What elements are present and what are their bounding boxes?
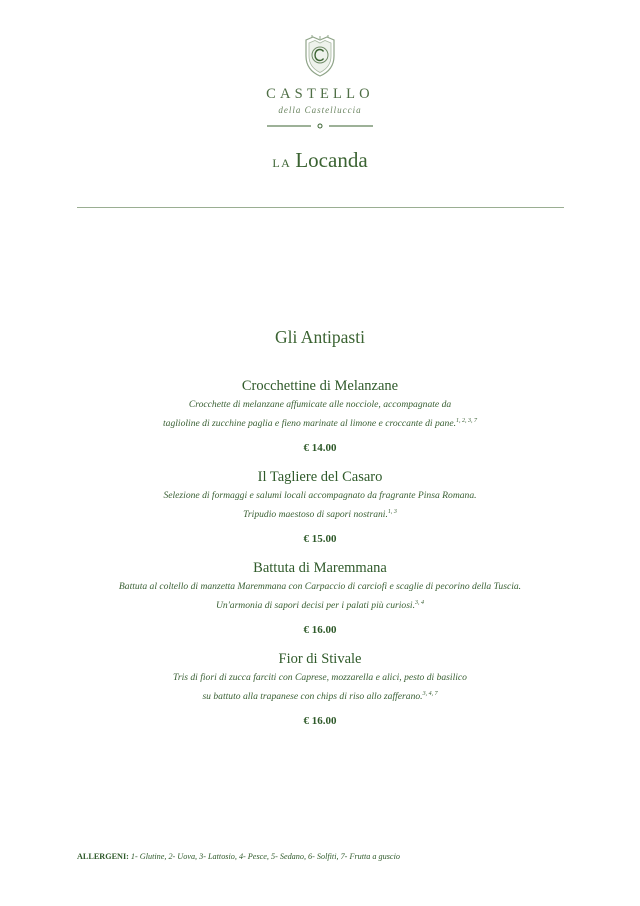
dish-price: € 14.00 [303, 442, 337, 455]
allergens-legend [77, 852, 597, 861]
menu-item [60, 650, 580, 727]
header-divider [77, 207, 564, 208]
brand-name: CASTELLO [266, 86, 374, 102]
dish-name: Fior di Stivale [278, 651, 362, 667]
dish-desc-line: Battuta al coltello di manzetta Maremmana con Carpaccio di carciofi e scaglie di pecorino della Tuscia. [118, 581, 522, 592]
dish-desc-line [60, 504, 580, 523]
dish-description [60, 487, 580, 523]
venue-name: Locanda [295, 148, 368, 172]
venue-prefix: LA [272, 156, 292, 170]
menu-item [60, 468, 580, 545]
dish-desc-line: Selezione di formaggi e salumi locali accompagnato da fragrante Pinsa Romana. [163, 490, 477, 501]
dish-desc-text: su battuto alla trapanese con chips di riso allo zafferano. [202, 691, 423, 703]
dish-price: € 16.00 [303, 624, 337, 637]
dish-name: Il Tagliere del Casaro [257, 469, 383, 485]
brand-subtitle: della Castelluccia [278, 105, 362, 115]
dish-price: € 15.00 [303, 533, 337, 546]
dish-desc-line [60, 686, 580, 705]
venue-title [0, 148, 640, 173]
menu-item [60, 377, 580, 454]
restaurant-logo [0, 34, 640, 130]
dish-allergens: 3, 4, 7 [422, 691, 438, 697]
dish-desc-line [60, 595, 580, 614]
dish-allergens: 1, 3 [387, 509, 397, 515]
allergens-list: 1- Glutine, 2- Uova, 3- Lattosio, 4- Pesce, 5- Sedano, 6- Solfiti, 7- Frutta a guscio [128, 852, 400, 861]
dish-desc-text: Un'armonia di sapori decisi per i palati più curiosi. [216, 600, 415, 612]
dish-allergens: 3, 4 [415, 600, 424, 606]
dish-price: € 16.00 [303, 715, 337, 728]
dish-desc-line: Crocchette di melanzane affumicate alle nocciole, accompagnate da [188, 399, 452, 410]
dish-name: Crocchettine di Melanzane [241, 378, 399, 394]
dish-desc-text: taglioline di zucchine paglia e fieno marinate al limone e croccante di pane. [163, 418, 456, 430]
castle-crest-icon [303, 34, 337, 78]
menu-item [60, 559, 580, 636]
dish-desc-line [60, 413, 580, 432]
ornament-divider [267, 122, 373, 130]
dish-description [60, 578, 580, 614]
dish-desc-text: Tripudio maestoso di sapori nostrani. [243, 509, 388, 521]
dish-description [60, 396, 580, 432]
dish-desc-line: Tris di fiori di zucca farciti con Caprese, mozzarella e alici, pesto di basilico [173, 672, 467, 683]
dish-allergens: 1, 2, 3, 7 [456, 418, 477, 424]
allergens-label: ALLERGENI: [77, 852, 129, 861]
section-title: Gli Antipasti [275, 327, 365, 347]
dish-description [60, 669, 580, 705]
dish-name: Battuta di Maremmana [253, 560, 387, 576]
